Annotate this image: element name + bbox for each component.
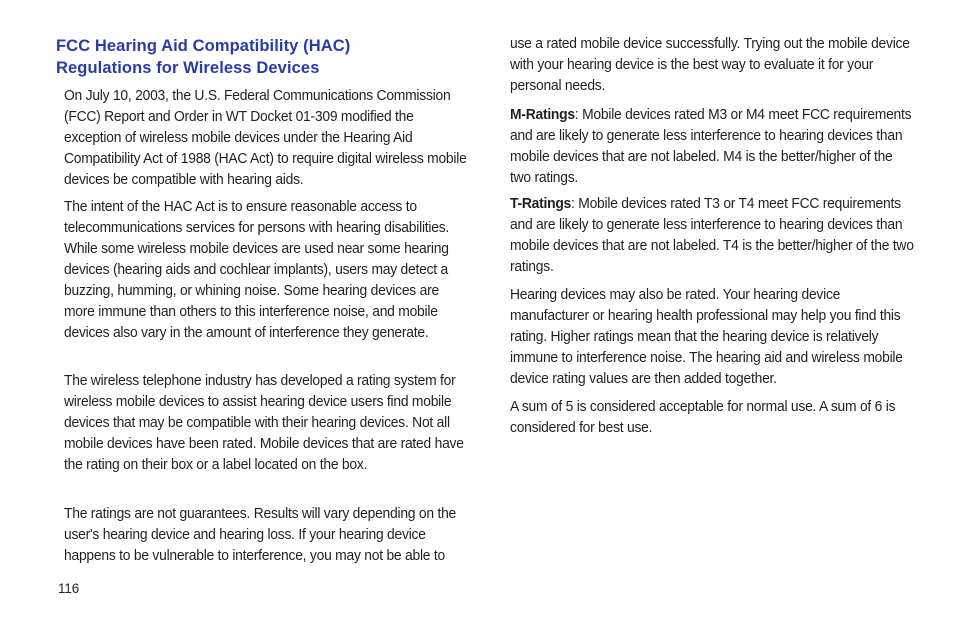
- paragraph-rating-sum: A sum of 5 is considered acceptable for normal use. A sum of 6 is considered for best use.: [510, 399, 896, 436]
- paragraph-fcc-report: On July 10, 2003, the U.S. Federal Communications Commission (FCC) Report and Order in WT Docket 01-309 modified the exception of wireless mobile devices under the Hearing Aid Compatibility Act of 1988 (HAC Act) to require digital wireless mobile devices be compatible with hearing aids.: [64, 88, 467, 188]
- paragraph-t-ratings: [510, 194, 914, 278]
- t-ratings-term: T-Ratings: [510, 196, 572, 212]
- heading-line-1: FCC Hearing Aid Compatibility (HAC): [56, 37, 351, 55]
- paragraph-continued: use a rated mobile device successfully. Trying out the mobile device with your hearing device is the best way to evaluate it for your personal needs.: [510, 36, 910, 94]
- m-ratings-text: : Mobile devices rated M3 or M4 meet FCC requirements and are likely to generate less interference to hearing devices than mobile devices that are not labeled. M4 is the better/higher of the two ratings.: [510, 107, 912, 186]
- paragraph-hac-intent: The intent of the HAC Act is to ensure reasonable access to telecommunications services for persons with hearing disabilities. While some wireless mobile devices are used near some hearing devices (hearing aids and cochlear implants), users may detect a buzzing, humming, or whining noise. Some hearing devices are more immune than others to this interference noise, and mobile devices also vary in the amount of interference they generate.: [64, 199, 450, 341]
- paragraph-rating-system: The wireless telephone industry has developed a rating system for wireless mobile devices to assist hearing device users find mobile devices that may be compatible with their hearing devices. Not all mobile devices have been rated. Mobile devices that are rated have the rating on their box or a label located on the box.: [64, 373, 464, 473]
- paragraph-no-guarantee: The ratings are not guarantees. Results will vary depending on the user's hearing device and hearing loss. If your hearing device happens to be vulnerable to interference, you may not be able to: [64, 506, 457, 564]
- m-ratings-term: M-Ratings: [510, 107, 575, 123]
- paragraph-m-ratings: [510, 105, 914, 189]
- heading-line-2: Regulations for Wireless Devices: [56, 59, 320, 77]
- section-heading: [56, 35, 476, 79]
- page-number: 116: [58, 580, 80, 596]
- t-ratings-text: : Mobile devices rated T3 or T4 meet FCC requirements and are likely to generate less interference to hearing devices than mobile devices that are not labeled. T4 is the better/higher of the two ratings.: [510, 196, 914, 275]
- paragraph-hearing-device-ratings: Hearing devices may also be rated. Your hearing device manufacturer or hearing health professional may help you find this rating. Higher ratings mean that the hearing device is relatively immune to interference noise. The hearing aid and wireless mobile device rating values are then added together.: [510, 287, 903, 387]
